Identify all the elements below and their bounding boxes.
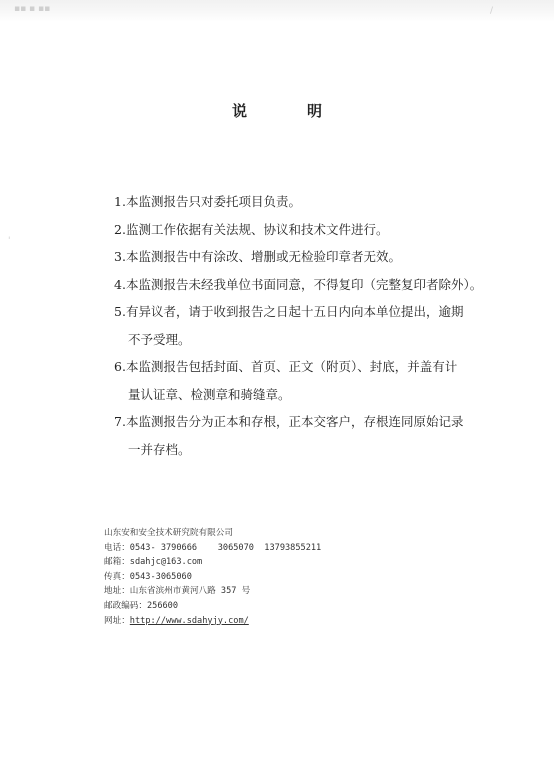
- note-continuation: 量认证章、检测章和骑缝章。: [128, 386, 291, 402]
- note-item: [114, 271, 504, 299]
- note-number: 1.: [114, 194, 126, 209]
- note-number: 2.: [114, 221, 126, 237]
- note-text: 本监测报告未经我单位书面同意，不得复印（完整复印者除外）。: [125, 276, 483, 292]
- scan-artifact: ▪▪ ▪ ▪▪: [14, 4, 51, 14]
- title-char-left: 说: [231, 102, 247, 120]
- note-text: 本监测报告只对委托项目负责。: [125, 194, 301, 209]
- address-line: 地址：山东省滨州市黄河八路 357 号: [104, 586, 251, 597]
- note-text: 监测工作依据有关法规、协议和技术文件进行。: [125, 221, 389, 237]
- note-continuation: 不予受理。: [128, 331, 191, 347]
- note-number: 5.: [114, 304, 126, 319]
- scan-shading: [0, 0, 554, 22]
- scan-artifact: ': [8, 236, 11, 246]
- contact-footer: [104, 526, 321, 628]
- note-item: [114, 408, 504, 436]
- note-text: 有异议者，请于收到报告之日起十五日内向本单位提出，逾期: [125, 304, 464, 319]
- notes-list: [114, 188, 504, 463]
- fax-line: 传真：0543-3065060: [104, 571, 192, 582]
- note-number: 7.: [114, 414, 126, 429]
- note-item: [114, 353, 504, 381]
- postcode-line: 邮政编码：256600: [104, 600, 179, 611]
- note-text: 本监测报告分为正本和存根，正本交客户，存根连同原始记录: [125, 414, 464, 429]
- note-number: 3.: [114, 249, 126, 264]
- note-number: 4.: [114, 276, 126, 292]
- note-item: [114, 188, 504, 216]
- email-line: 邮箱：sdahjc@163.com: [104, 557, 203, 568]
- note-item: [114, 298, 504, 326]
- note-continuation: 一并存档。: [128, 441, 191, 457]
- title-char-right: 明: [307, 102, 323, 120]
- website-link[interactable]: http://www.sdahyjy.com/: [129, 615, 249, 626]
- note-item: [114, 216, 504, 244]
- phone-line: 电话：0543- 3790666 3065070 13793855211: [104, 542, 322, 553]
- note-text: 本监测报告中有涂改、增删或无检验印章者无效。: [125, 249, 401, 264]
- note-text: 本监测报告包括封面、首页、正文（附页）、封底，并盖有计: [125, 359, 458, 374]
- website-line: [104, 614, 321, 629]
- note-number: 6.: [114, 359, 126, 374]
- website-label: 网址：: [104, 615, 130, 626]
- note-item: [114, 243, 504, 271]
- scan-artifact: /: [490, 6, 494, 16]
- company-name: 山东安和安全技术研究院有限公司: [104, 528, 233, 538]
- page-title: [0, 100, 554, 121]
